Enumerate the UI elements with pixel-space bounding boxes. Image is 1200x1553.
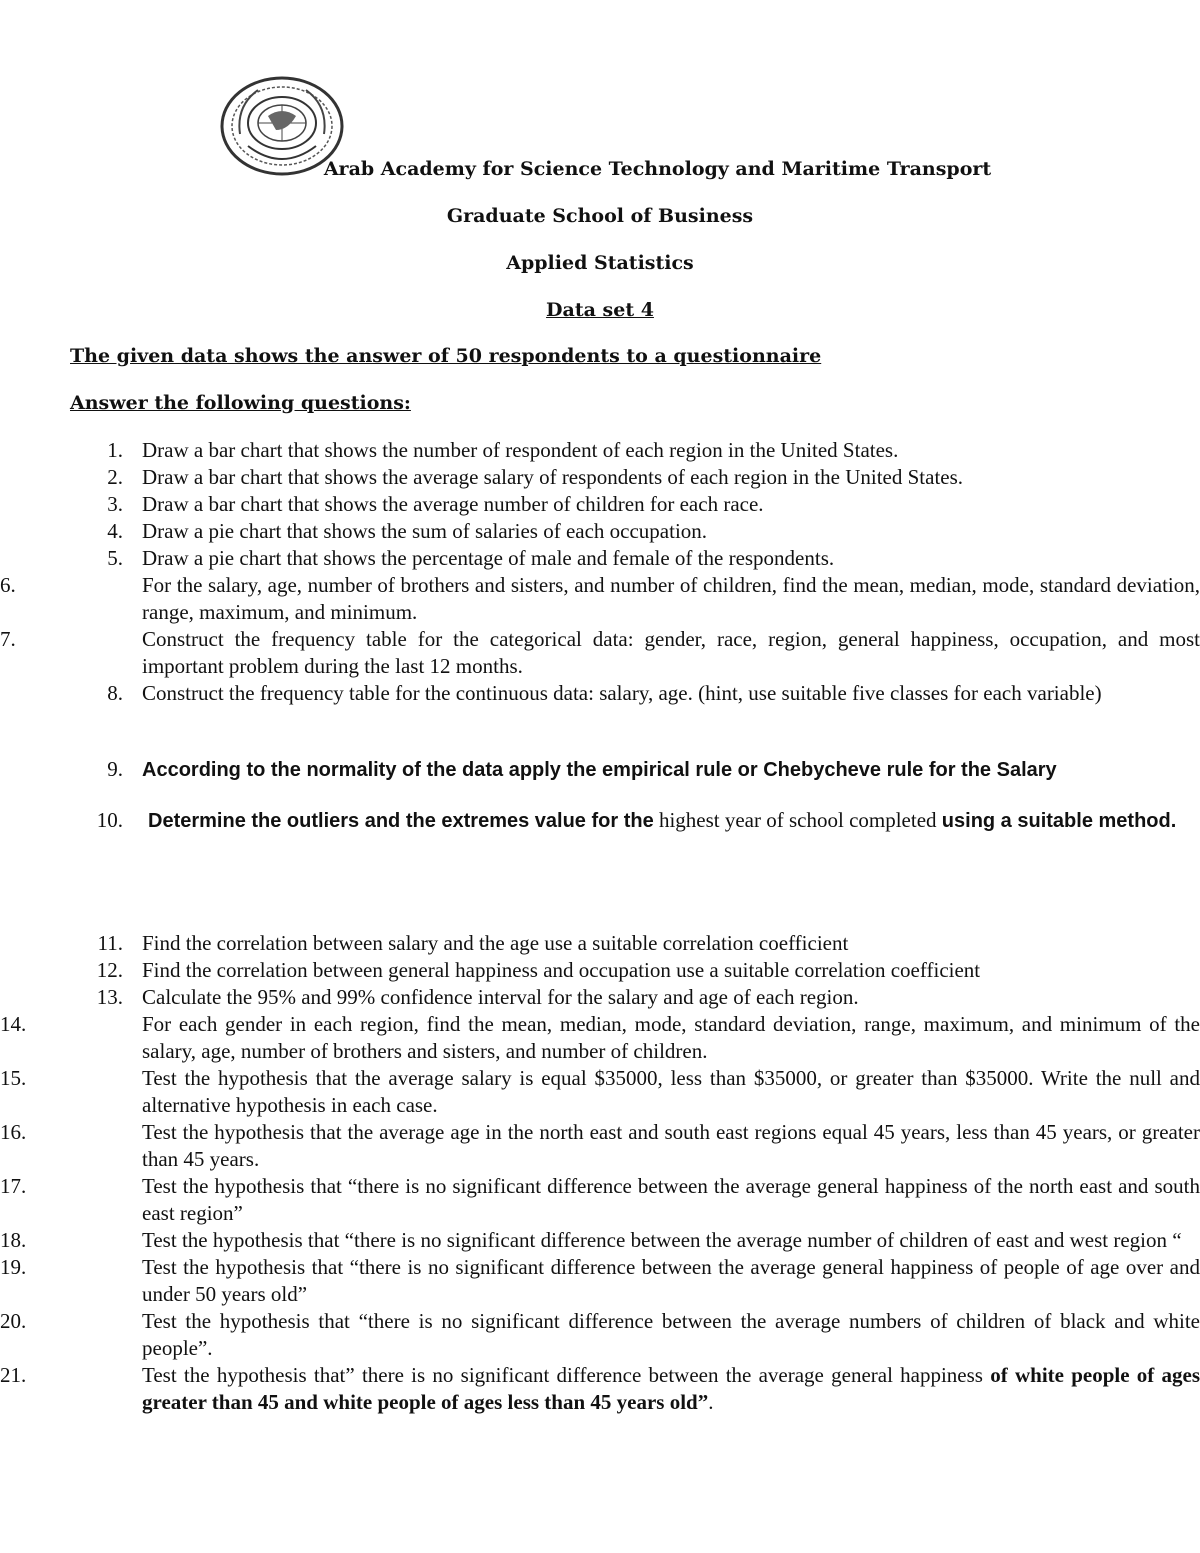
question-text: Draw a bar chart that shows the average salary of respondents of each region in the United States. bbox=[142, 465, 964, 489]
list-item: 18. Test the hypothesis that “there is no significant difference between the average number of children of east and west region “ bbox=[0, 1228, 1182, 1252]
question-text: Draw a bar chart that shows the number of respondent of each region in the United States. bbox=[142, 438, 899, 462]
question-text: Find the correlation between general happiness and occupation use a suitable correlation coefficient bbox=[142, 958, 981, 982]
list-item: 11. Find the correlation between salary and the age use a suitable correlation coefficient bbox=[97, 931, 849, 955]
institution-title: Arab Academy for Science Technology and Maritime Transport bbox=[323, 158, 992, 180]
list-item: 5. Draw a pie chart that shows the percentage of male and female of the respondents. bbox=[107, 546, 835, 570]
list-item: 3. Draw a bar chart that shows the average number of children for each race. bbox=[107, 492, 764, 516]
list-item: 7. Construct the frequency table for the categorical data: gender, race, region, general happiness, occupation, and most important problem during the last 12 months. bbox=[0, 627, 1200, 678]
list-item: 2. Draw a bar chart that shows the average salary of respondents of each region in the United States. bbox=[107, 465, 964, 489]
list-item: 9. According to the normality of the data apply the empirical rule or Chebycheve rule for the Salary bbox=[107, 757, 1057, 781]
question-text: Draw a bar chart that shows the average number of children for each race. bbox=[142, 492, 764, 516]
question-text-bold-b: using a suitable method. bbox=[941, 810, 1177, 832]
list-item: 21. Test the hypothesis that” there is no significant difference between the average general happiness of white people of ages greater than 45 and white people of ages less than 45 years old”. bbox=[0, 1363, 1200, 1414]
question-list-c bbox=[0, 798, 1200, 843]
question-text: Test the hypothesis that “there is no significant difference between the average numbers of children of black and white people”. bbox=[142, 1309, 1200, 1360]
list-item: 14. For each gender in each region, find the mean, median, mode, standard deviation, range, maximum, and minimum of the salary, age, number of brothers and sisters, and number of children. bbox=[0, 1012, 1200, 1063]
question-text-regular: Test the hypothesis that” there is no significant difference between the average general happiness bbox=[142, 1363, 983, 1387]
question-list-a bbox=[0, 437, 1200, 707]
intro-statement: The given data shows the answer of 50 respondents to a questionnaire bbox=[70, 345, 822, 367]
question-text: Test the hypothesis that “there is no significant difference between the average number of children of east and west region “ bbox=[142, 1228, 1182, 1252]
question-text: Draw a pie chart that shows the sum of salaries of each occupation. bbox=[142, 519, 708, 543]
list-item: 8. Construct the frequency table for the continuous data: salary, age. (hint, use suitable five classes for each variable) bbox=[107, 681, 1102, 705]
list-item: 20. Test the hypothesis that “there is no significant difference between the average numbers of children of black and white people”. bbox=[0, 1309, 1200, 1360]
question-text: For each gender in each region, find the mean, median, mode, standard deviation, range, maximum, and minimum of the salary, age, number of brothers and sisters, and number of children. bbox=[142, 1012, 1200, 1063]
question-text: Construct the frequency table for the continuous data: salary, age. (hint, use suitable five classes for each variable) bbox=[142, 681, 1102, 705]
question-text-regular: highest year of school completed bbox=[658, 808, 937, 832]
list-item: 19. Test the hypothesis that “there is no significant difference between the average general happiness of people of age over and under 50 years old” bbox=[0, 1255, 1200, 1306]
question-text: Test the hypothesis that the average salary is equal $35000, less than $35000, or greater than $35000. Write the null and alternative hypothesis in each case. bbox=[142, 1066, 1200, 1117]
list-item: 10. Determine the outliers and the extremes value for the highest year of school completed using a suitable method. bbox=[96, 808, 1177, 832]
list-item: 6. For the salary, age, number of brothers and sisters, and number of children, find the mean, median, mode, standard deviation, range, maximum, and minimum. bbox=[0, 573, 1200, 624]
list-item: 15. Test the hypothesis that the average salary is equal $35000, less than $35000, or greater than $35000. Write the null and alternative hypothesis in each case. bbox=[0, 1066, 1200, 1117]
question-text: Construct the frequency table for the categorical data: gender, race, region, general happiness, occupation, and most important problem during the last 12 months. bbox=[142, 627, 1200, 678]
question-text: Test the hypothesis that the average age in the north east and south east regions equal 45 years, less than 45 years, or greater than 45 years. bbox=[142, 1120, 1200, 1171]
question-list-d bbox=[0, 930, 1200, 1416]
question-text: Test the hypothesis that “there is no significant difference between the average general happiness of people of age over and under 50 years old” bbox=[142, 1255, 1200, 1306]
question-text-end: . bbox=[708, 1390, 714, 1414]
course-title: Applied Statistics bbox=[506, 252, 694, 274]
list-item: 17. Test the hypothesis that “there is no significant difference between the average general happiness of the north east and south east region” bbox=[0, 1174, 1200, 1225]
dataset-title: Data set 4 bbox=[546, 299, 654, 321]
question-text: Calculate the 95% and 99% confidence interval for the salary and age of each region. bbox=[142, 985, 859, 1009]
list-item: 12. Find the correlation between general happiness and occupation use a suitable correlation coefficient bbox=[96, 958, 981, 982]
question-text-bold-a: Determine the outliers and the extremes value for the bbox=[148, 810, 654, 832]
question-text: According to the normality of the data apply the empirical rule or Chebycheve rule for the Salary bbox=[142, 759, 1057, 781]
list-item: 1. Draw a bar chart that shows the number of respondent of each region in the United States. bbox=[107, 438, 899, 462]
school-title: Graduate School of Business bbox=[446, 205, 754, 227]
question-list-b bbox=[0, 756, 1200, 784]
list-item: 16. Test the hypothesis that the average age in the north east and south east regions equal 45 years, less than 45 years, or greater than 45 years. bbox=[0, 1120, 1200, 1171]
list-item: 13. Calculate the 95% and 99% confidence interval for the salary and age of each region. bbox=[96, 985, 859, 1009]
list-item: 4. Draw a pie chart that shows the sum of salaries of each occupation. bbox=[107, 519, 708, 543]
question-text-bold: of white people of ages greater than 45 and white people of ages less than 45 years old” bbox=[142, 1363, 1200, 1414]
question-text: Test the hypothesis that “there is no significant difference between the average general happiness of the north east and south east region” bbox=[142, 1174, 1200, 1225]
question-text: For the salary, age, number of brothers and sisters, and number of children, find the mean, median, mode, standard deviation, range, maximum, and minimum. bbox=[142, 573, 1200, 624]
instructions-heading: Answer the following questions: bbox=[70, 392, 411, 414]
question-text: Find the correlation between salary and the age use a suitable correlation coefficient bbox=[142, 931, 849, 955]
question-text: Draw a pie chart that shows the percentage of male and female of the respondents. bbox=[142, 546, 835, 570]
